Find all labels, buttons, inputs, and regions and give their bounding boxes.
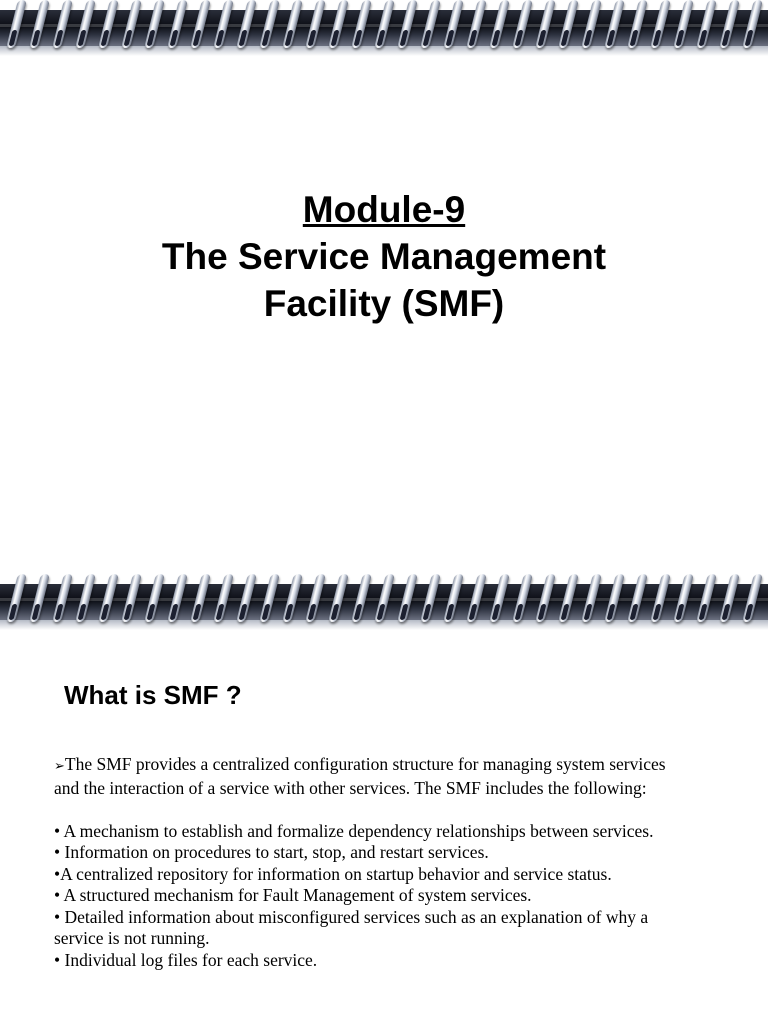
slide-heading: What is SMF ? [64, 680, 242, 710]
list-item: • Detailed information about misconfigured services such as an explanation of why a service is not running. [54, 906, 649, 948]
title-line-1: The Service Management [161, 236, 607, 277]
list-item: • A structured mechanism for Fault Management of system services. [54, 885, 532, 905]
list-item: • A mechanism to establish and formalize dependency relationships between services. [54, 820, 654, 841]
slide-title [0, 186, 768, 327]
intro-text: The SMF provides a centralized configuration structure for managing system services and the interaction of a service with other services. The SMF includes the following: [54, 754, 666, 798]
spacer [54, 799, 694, 821]
content-slide [0, 574, 768, 1024]
list-item: •A centralized repository for information on startup behavior and service status. [54, 863, 612, 884]
list-item: • Information on procedures to start, stop, and restart services. [54, 842, 489, 862]
title-line-2: Facility (SMF) [263, 283, 505, 324]
intro-paragraph [54, 754, 694, 799]
slide-body [54, 754, 694, 971]
spiral-binding [0, 0, 768, 52]
arrow-bullet-icon: ➢ [54, 759, 65, 774]
module-number: Module-9 [302, 189, 466, 230]
list-item: • Individual log files for each service. [54, 949, 318, 970]
spiral-binding [0, 574, 768, 626]
